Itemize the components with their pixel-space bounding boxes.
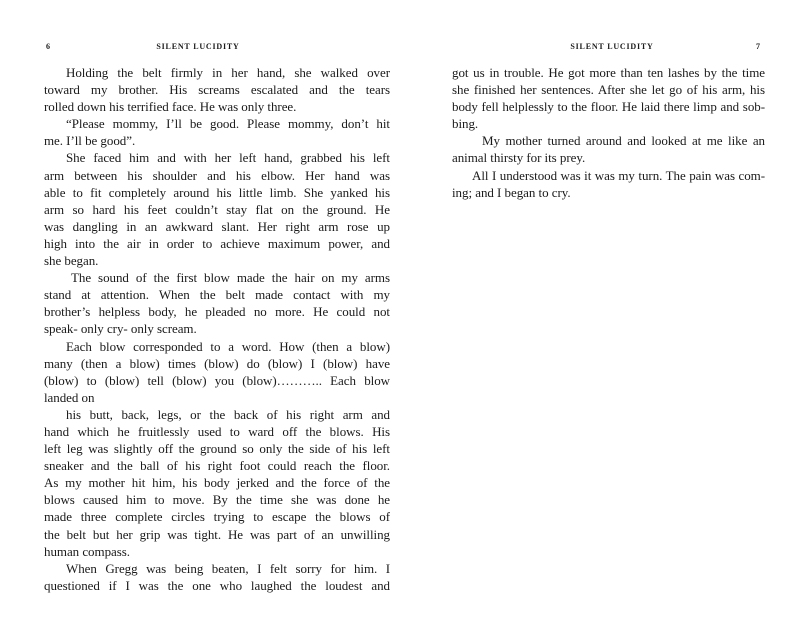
left-page-body: [44, 64, 390, 594]
text-line: toward my brother. His screams escalated and the tears: [44, 82, 390, 98]
text-line: Each blow corresponded to a word. How (then a blow): [44, 338, 390, 355]
text-line: As my mother hit him, his body jerked and the force of the: [44, 475, 390, 491]
text-line: she finished her sentences. After she let go of his arm, his: [452, 82, 765, 98]
paragraph-indent: [44, 350, 66, 351]
right-page-body: [452, 64, 765, 201]
text-line: hand which he fruitlessly used to ward off the blows. His: [44, 423, 390, 439]
text-line: his butt, back, legs, or the back of his right arm and: [44, 406, 390, 423]
text-line: She faced him and with her left hand, grabbed his left: [44, 149, 390, 166]
text-line: sneaker and the ball of his right foot could reach the floor.: [44, 458, 390, 474]
text-line: high into the air in order to achieve maximum power, and: [44, 235, 390, 251]
right-running-head: SILENT LUCIDITY: [570, 42, 654, 51]
text-line: left leg was slightly off the ground so only the side of his left: [44, 441, 390, 457]
paragraph-indent: [44, 418, 66, 419]
text-line: she began.: [44, 253, 99, 269]
right-page-number: 7: [756, 42, 760, 51]
text-line: “Please mommy, I’ll be good. Please mommy, don’t hit: [44, 115, 390, 132]
text-line: My mother turned around and looked at me like an: [452, 132, 765, 149]
paragraph-indent: [44, 281, 71, 282]
text-line: many (then a blow) times (blow) do (blow) I (blow) have: [44, 355, 390, 371]
paragraph-indent: [44, 572, 66, 573]
text-line: landed on: [44, 389, 95, 405]
text-line: animal thirsty for its prey.: [452, 150, 586, 166]
text-line: the belt but her grip was tight. He was part of an unwilling: [44, 526, 390, 542]
text-line: able to fit completely around his little limb. She yanked his: [44, 184, 390, 200]
text-line: questioned if I was the one who laughed the loudest and: [44, 577, 390, 593]
text-line: stand at attention. When the belt made contact with my: [44, 287, 390, 303]
paragraph-indent: [44, 161, 66, 162]
text-line: blows caused him to move. By the time she was done he: [44, 492, 390, 508]
text-line: All I understood was it was my turn. The pain was com-: [452, 167, 765, 184]
text-line: (blow) to (blow) tell (blow) you (blow)……….. Each blow: [44, 372, 390, 388]
paragraph-indent: [452, 144, 482, 145]
left-running-head: SILENT LUCIDITY: [156, 42, 240, 51]
text-line: human compass.: [44, 543, 130, 559]
paragraph-indent: [44, 127, 66, 128]
text-line: When Gregg was being beaten, I felt sorry for him. I: [44, 560, 390, 577]
paragraph-indent: [44, 76, 66, 77]
text-line: arm so hard his feet couldn’t stay flat on the ground. He: [44, 201, 390, 217]
text-line: me. I’ll be good”.: [44, 133, 136, 149]
text-line: rolled down his terrified face. He was only three.: [44, 99, 297, 115]
text-line: arm between his shoulder and his elbow. Her hand was: [44, 167, 390, 183]
text-line: body fell helplessly to the floor. He laid there limp and sob-: [452, 99, 765, 115]
text-line: made three complete circles trying to escape the blows of: [44, 509, 390, 525]
text-line: got us in trouble. He got more than ten lashes by the time: [452, 65, 765, 80]
text-line: ing; and I began to cry.: [452, 184, 571, 200]
text-line: speak- only cry- only scream.: [44, 321, 197, 337]
paragraph-indent: [452, 179, 472, 180]
text-line: bing.: [452, 116, 479, 132]
text-line: Holding the belt firmly in her hand, she walked over: [44, 64, 390, 81]
text-line: The sound of the first blow made the hair on my arms: [44, 269, 390, 286]
left-page-number: 6: [46, 42, 50, 51]
text-line: brother’s helpless body, he pleaded no more. He could not: [44, 304, 390, 320]
text-line: was dangling in an awkward slant. Her right arm rose up: [44, 218, 390, 234]
